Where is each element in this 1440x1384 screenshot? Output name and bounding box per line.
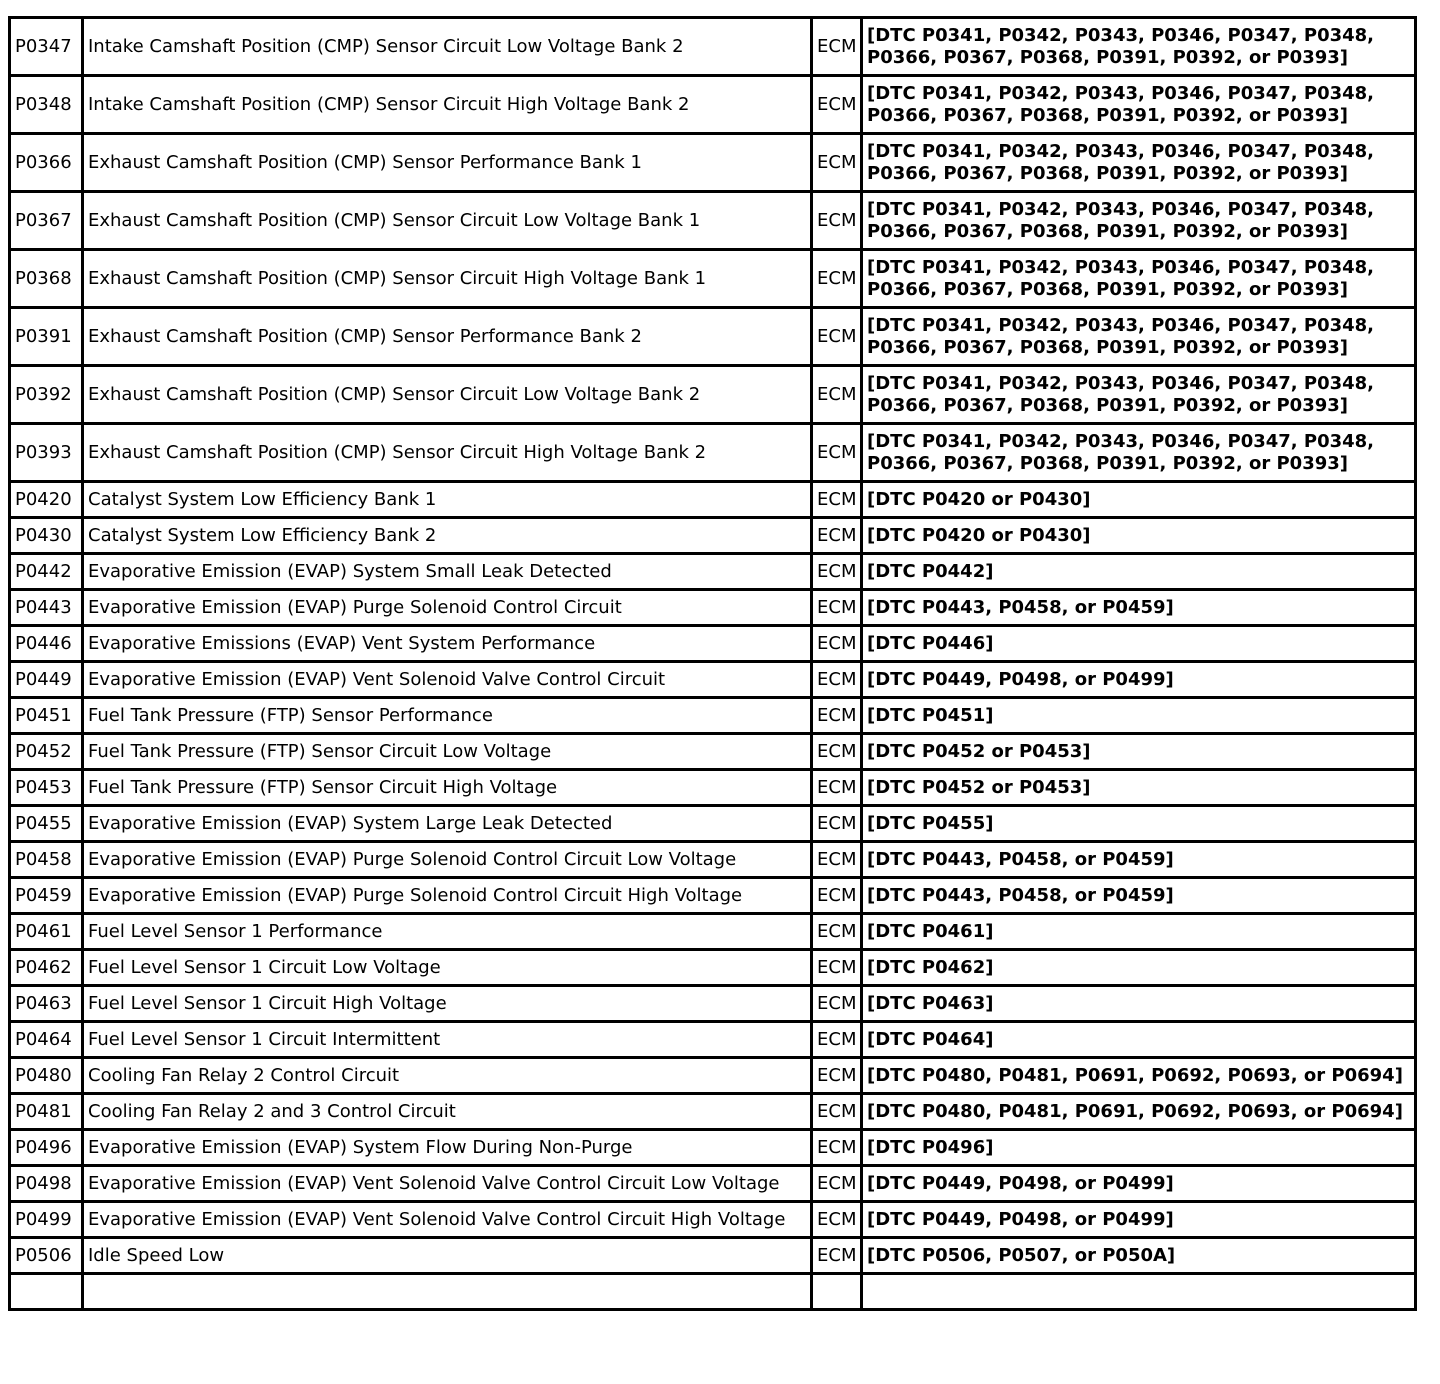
dtc-description: Idle Speed Low xyxy=(83,1238,812,1274)
dtc-table xyxy=(8,16,1417,1311)
dtc-reference: [DTC P0449, P0498, or P0499] xyxy=(862,1202,1416,1238)
dtc-description: Evaporative Emission (EVAP) System Small Leak Detected xyxy=(83,554,812,590)
table-row xyxy=(10,950,1416,986)
table-row xyxy=(10,1274,1416,1310)
dtc-table-body xyxy=(10,18,1416,1310)
dtc-description: Fuel Level Sensor 1 Circuit High Voltage xyxy=(83,986,812,1022)
table-row xyxy=(10,1238,1416,1274)
dtc-reference: [DTC P0341, P0342, P0343, P0346, P0347, P0348, P0366, P0367, P0368, P0391, P0392, or P0393] xyxy=(862,18,1416,76)
dtc-reference: [DTC P0452 or P0453] xyxy=(862,734,1416,770)
dtc-module: ECM xyxy=(812,878,862,914)
dtc-description: Evaporative Emission (EVAP) Vent Solenoid Valve Control Circuit xyxy=(83,662,812,698)
dtc-code: P0420 xyxy=(10,482,83,518)
table-row xyxy=(10,1202,1416,1238)
dtc-description: Evaporative Emission (EVAP) Purge Solenoid Control Circuit High Voltage xyxy=(83,878,812,914)
dtc-code: P0368 xyxy=(10,250,83,308)
dtc-module: ECM xyxy=(812,18,862,76)
table-row xyxy=(10,986,1416,1022)
dtc-code: P0499 xyxy=(10,1202,83,1238)
dtc-description: Fuel Level Sensor 1 Circuit Low Voltage xyxy=(83,950,812,986)
dtc-code: P0463 xyxy=(10,986,83,1022)
dtc-reference: [DTC P0341, P0342, P0343, P0346, P0347, P0348, P0366, P0367, P0368, P0391, P0392, or P0393] xyxy=(862,76,1416,134)
dtc-reference: [DTC P0455] xyxy=(862,806,1416,842)
dtc-code: P0367 xyxy=(10,192,83,250)
dtc-description: Evaporative Emission (EVAP) Vent Solenoid Valve Control Circuit Low Voltage xyxy=(83,1166,812,1202)
table-row xyxy=(10,134,1416,192)
dtc-reference: [DTC P0480, P0481, P0691, P0692, P0693, or P0694] xyxy=(862,1094,1416,1130)
dtc-description: Fuel Tank Pressure (FTP) Sensor Circuit High Voltage xyxy=(83,770,812,806)
dtc-description: Cooling Fan Relay 2 and 3 Control Circuit xyxy=(83,1094,812,1130)
table-row xyxy=(10,590,1416,626)
table-row xyxy=(10,18,1416,76)
table-row xyxy=(10,366,1416,424)
table-row xyxy=(10,734,1416,770)
dtc-reference: [DTC P0461] xyxy=(862,914,1416,950)
dtc-description: Exhaust Camshaft Position (CMP) Sensor Circuit Low Voltage Bank 2 xyxy=(83,366,812,424)
dtc-code: P0430 xyxy=(10,518,83,554)
dtc-code: P0452 xyxy=(10,734,83,770)
dtc-code: P0496 xyxy=(10,1130,83,1166)
dtc-reference: [DTC P0443, P0458, or P0459] xyxy=(862,590,1416,626)
table-row xyxy=(10,878,1416,914)
dtc-description: Fuel Tank Pressure (FTP) Sensor Circuit Low Voltage xyxy=(83,734,812,770)
dtc-reference: [DTC P0464] xyxy=(862,1022,1416,1058)
dtc-code: P0459 xyxy=(10,878,83,914)
dtc-description: Evaporative Emission (EVAP) Purge Solenoid Control Circuit Low Voltage xyxy=(83,842,812,878)
dtc-module: ECM xyxy=(812,842,862,878)
dtc-module: ECM xyxy=(812,192,862,250)
table-row xyxy=(10,1022,1416,1058)
dtc-reference: [DTC P0341, P0342, P0343, P0346, P0347, P0348, P0366, P0367, P0368, P0391, P0392, or P0393] xyxy=(862,250,1416,308)
dtc-module: ECM xyxy=(812,1202,862,1238)
dtc-code: P0347 xyxy=(10,18,83,76)
dtc-module: ECM xyxy=(812,1022,862,1058)
dtc-reference: [DTC P0462] xyxy=(862,950,1416,986)
table-row xyxy=(10,1166,1416,1202)
table-row xyxy=(10,842,1416,878)
table-row xyxy=(10,192,1416,250)
dtc-reference: [DTC P0496] xyxy=(862,1130,1416,1166)
dtc-module: ECM xyxy=(812,250,862,308)
dtc-module: ECM xyxy=(812,734,862,770)
dtc-reference: [DTC P0443, P0458, or P0459] xyxy=(862,842,1416,878)
dtc-reference: [DTC P0420 or P0430] xyxy=(862,518,1416,554)
dtc-reference: [DTC P0341, P0342, P0343, P0346, P0347, P0348, P0366, P0367, P0368, P0391, P0392, or P0393] xyxy=(862,308,1416,366)
dtc-reference: [DTC P0449, P0498, or P0499] xyxy=(862,1166,1416,1202)
dtc-reference: [DTC P0442] xyxy=(862,554,1416,590)
dtc-reference: [DTC P0443, P0458, or P0459] xyxy=(862,878,1416,914)
dtc-description: Exhaust Camshaft Position (CMP) Sensor Circuit Low Voltage Bank 1 xyxy=(83,192,812,250)
dtc-module: ECM xyxy=(812,482,862,518)
dtc-description: Catalyst System Low Efficiency Bank 2 xyxy=(83,518,812,554)
dtc-module: ECM xyxy=(812,698,862,734)
dtc-description: Evaporative Emission (EVAP) System Large Leak Detected xyxy=(83,806,812,842)
dtc-code: P0464 xyxy=(10,1022,83,1058)
dtc-code: P0393 xyxy=(10,424,83,482)
dtc-reference: [DTC P0480, P0481, P0691, P0692, P0693, or P0694] xyxy=(862,1058,1416,1094)
dtc-module: ECM xyxy=(812,1094,862,1130)
dtc-description: Evaporative Emission (EVAP) System Flow During Non-Purge xyxy=(83,1130,812,1166)
dtc-module: ECM xyxy=(812,626,862,662)
table-row xyxy=(10,554,1416,590)
dtc-description: Exhaust Camshaft Position (CMP) Sensor Performance Bank 1 xyxy=(83,134,812,192)
dtc-module: ECM xyxy=(812,914,862,950)
dtc-reference: [DTC P0463] xyxy=(862,986,1416,1022)
dtc-code: P0506 xyxy=(10,1238,83,1274)
dtc-code: P0455 xyxy=(10,806,83,842)
dtc-reference xyxy=(862,1274,1416,1310)
dtc-module: ECM xyxy=(812,806,862,842)
dtc-code: P0366 xyxy=(10,134,83,192)
table-row xyxy=(10,1130,1416,1166)
dtc-description: Fuel Tank Pressure (FTP) Sensor Performance xyxy=(83,698,812,734)
dtc-reference: [DTC P0420 or P0430] xyxy=(862,482,1416,518)
dtc-reference: [DTC P0506, P0507, or P050A] xyxy=(862,1238,1416,1274)
dtc-description: Fuel Level Sensor 1 Performance xyxy=(83,914,812,950)
dtc-description: Exhaust Camshaft Position (CMP) Sensor Circuit High Voltage Bank 2 xyxy=(83,424,812,482)
dtc-code xyxy=(10,1274,83,1310)
dtc-code: P0498 xyxy=(10,1166,83,1202)
dtc-reference: [DTC P0449, P0498, or P0499] xyxy=(862,662,1416,698)
dtc-module: ECM xyxy=(812,950,862,986)
dtc-description: Exhaust Camshaft Position (CMP) Sensor Performance Bank 2 xyxy=(83,308,812,366)
dtc-reference: [DTC P0341, P0342, P0343, P0346, P0347, P0348, P0366, P0367, P0368, P0391, P0392, or P0393] xyxy=(862,424,1416,482)
table-row xyxy=(10,482,1416,518)
dtc-module: ECM xyxy=(812,986,862,1022)
dtc-module: ECM xyxy=(812,1166,862,1202)
dtc-module: ECM xyxy=(812,518,862,554)
dtc-code: P0462 xyxy=(10,950,83,986)
dtc-reference: [DTC P0341, P0342, P0343, P0346, P0347, P0348, P0366, P0367, P0368, P0391, P0392, or P0393] xyxy=(862,366,1416,424)
dtc-module xyxy=(812,1274,862,1310)
dtc-code: P0443 xyxy=(10,590,83,626)
table-row xyxy=(10,1094,1416,1130)
dtc-code: P0391 xyxy=(10,308,83,366)
dtc-module: ECM xyxy=(812,308,862,366)
dtc-code: P0458 xyxy=(10,842,83,878)
table-row xyxy=(10,662,1416,698)
table-row xyxy=(10,424,1416,482)
dtc-description: Evaporative Emission (EVAP) Purge Solenoid Control Circuit xyxy=(83,590,812,626)
dtc-reference: [DTC P0451] xyxy=(862,698,1416,734)
dtc-description: Intake Camshaft Position (CMP) Sensor Circuit Low Voltage Bank 2 xyxy=(83,18,812,76)
dtc-module: ECM xyxy=(812,590,862,626)
dtc-module: ECM xyxy=(812,1130,862,1166)
table-row xyxy=(10,76,1416,134)
table-row xyxy=(10,770,1416,806)
dtc-description: Evaporative Emissions (EVAP) Vent System Performance xyxy=(83,626,812,662)
dtc-code: P0449 xyxy=(10,662,83,698)
table-row xyxy=(10,806,1416,842)
table-row xyxy=(10,1058,1416,1094)
dtc-description: Fuel Level Sensor 1 Circuit Intermittent xyxy=(83,1022,812,1058)
dtc-reference: [DTC P0341, P0342, P0343, P0346, P0347, P0348, P0366, P0367, P0368, P0391, P0392, or P0393] xyxy=(862,192,1416,250)
dtc-module: ECM xyxy=(812,424,862,482)
table-row xyxy=(10,250,1416,308)
dtc-code: P0442 xyxy=(10,554,83,590)
dtc-module: ECM xyxy=(812,366,862,424)
dtc-module: ECM xyxy=(812,1058,862,1094)
dtc-reference: [DTC P0446] xyxy=(862,626,1416,662)
dtc-code: P0451 xyxy=(10,698,83,734)
dtc-description: Evaporative Emission (EVAP) Vent Solenoid Valve Control Circuit High Voltage xyxy=(83,1202,812,1238)
dtc-module: ECM xyxy=(812,554,862,590)
dtc-code: P0461 xyxy=(10,914,83,950)
dtc-code: P0348 xyxy=(10,76,83,134)
table-row xyxy=(10,518,1416,554)
dtc-description xyxy=(83,1274,812,1310)
dtc-code: P0480 xyxy=(10,1058,83,1094)
table-row xyxy=(10,626,1416,662)
dtc-module: ECM xyxy=(812,770,862,806)
dtc-reference: [DTC P0452 or P0453] xyxy=(862,770,1416,806)
dtc-module: ECM xyxy=(812,134,862,192)
dtc-description: Exhaust Camshaft Position (CMP) Sensor Circuit High Voltage Bank 1 xyxy=(83,250,812,308)
dtc-code: P0481 xyxy=(10,1094,83,1130)
dtc-module: ECM xyxy=(812,76,862,134)
dtc-code: P0446 xyxy=(10,626,83,662)
dtc-module: ECM xyxy=(812,662,862,698)
table-row xyxy=(10,914,1416,950)
table-row xyxy=(10,308,1416,366)
dtc-description: Catalyst System Low Efficiency Bank 1 xyxy=(83,482,812,518)
dtc-reference: [DTC P0341, P0342, P0343, P0346, P0347, P0348, P0366, P0367, P0368, P0391, P0392, or P0393] xyxy=(862,134,1416,192)
dtc-code: P0392 xyxy=(10,366,83,424)
dtc-description: Cooling Fan Relay 2 Control Circuit xyxy=(83,1058,812,1094)
dtc-module: ECM xyxy=(812,1238,862,1274)
dtc-description: Intake Camshaft Position (CMP) Sensor Circuit High Voltage Bank 2 xyxy=(83,76,812,134)
table-row xyxy=(10,698,1416,734)
dtc-code: P0453 xyxy=(10,770,83,806)
